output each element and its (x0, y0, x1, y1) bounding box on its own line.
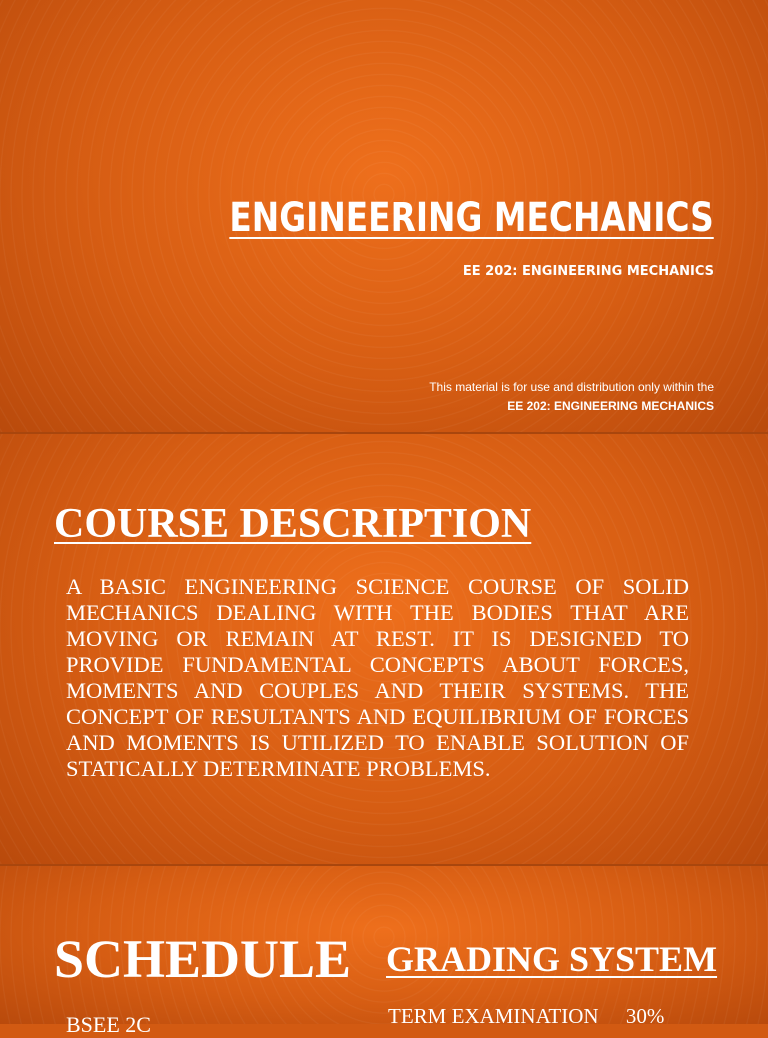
schedule-section-text: BSEE 2C (66, 1012, 151, 1037)
distribution-note-line1: This material is for use and distribution only within the (429, 380, 714, 394)
main-title: ENGINEERING MECHANICS (229, 195, 714, 241)
distribution-note (429, 378, 714, 416)
course-subtitle: EE 202: ENGINEERING MECHANICS (462, 264, 714, 279)
grading-item-value: 30% (625, 1004, 665, 1028)
schedule-title: SCHEDULE (54, 929, 352, 989)
grading-item (388, 1004, 664, 1029)
grading-system-title: GRADING SYSTEM (386, 939, 718, 979)
course-description-text: A BASIC ENGINEERING SCIENCE COURSE OF SOLID MECHANICS DEALING WITH THE BODIES THAT ARE MOVING OR REMAIN AT REST. IT IS DESIGNED TO PROVIDE FUNDAMENTAL CONCEPTS ABOUT FORCES, MOMENTS AND COUPLES AND THEIR SYSTEMS. THE CONCEPT OF RESULTANTS AND EQUILIBRIUM OF FORCES AND MOMENTS IS UTILIZED TO ENABLE SOLUTION OF STATICALLY DETERMINATE PROBLEMS. (66, 574, 689, 781)
slide-schedule-grading (0, 866, 768, 1037)
slide-title (0, 0, 768, 432)
distribution-note-line2: EE 202: ENGINEERING MECHANICS (507, 399, 714, 413)
slide-course-description (0, 434, 768, 864)
course-description-title: COURSE DESCRIPTION (54, 501, 532, 547)
grading-item-label: TERM EXAMINATION (388, 1004, 599, 1028)
